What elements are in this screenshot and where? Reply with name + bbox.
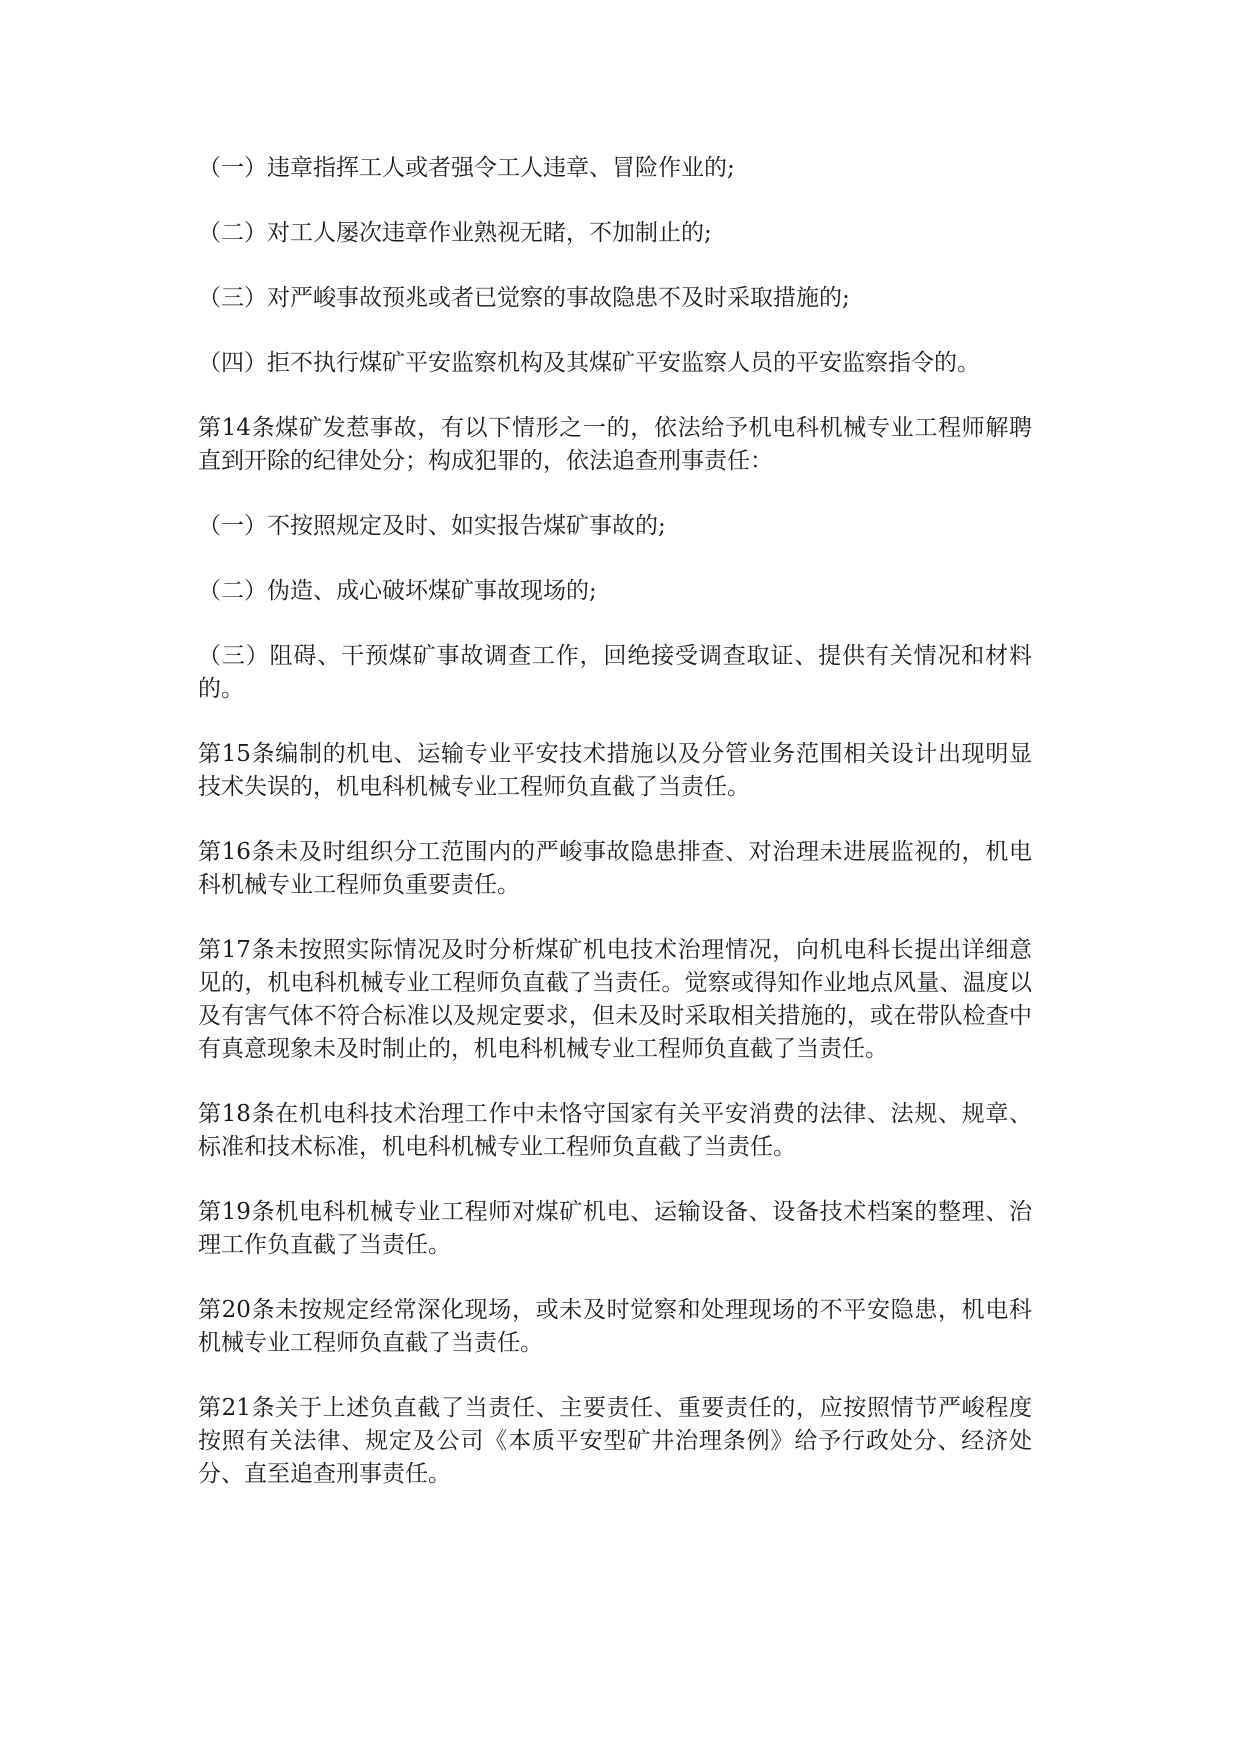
paragraph-article-17: 第17条未按照实际情况及时分析煤矿机电技术治理情况，向机电科长提出详细意见的，机电科机械专业工程师负直截了当责任。觉察或得知作业地点风量、温度以及有害气体不符合标准以及规定要求，但未及时采取相关措施的，或在带队检查中有真意现象未及时制止的，机电科机械专业工程师负直截了当责任。 [198, 937, 1032, 1062]
paragraph-article-21: 第21条关于上述负直截了当责任、主要责任、重要责任的，应按照情节严峻程度按照有关法律、规定及公司《本质平安型矿井治理条例》给予行政处分、经济处分、直至追查刑事责任。 [198, 1395, 1032, 1487]
paragraph-clause-4: （四）拒不执行煤矿平安监察机构及其煤矿平安监察人员的平安监察指令的。 [198, 350, 980, 376]
paragraph-article-20: 第20条未按规定经常深化现场，或未及时觉察和处理现场的不平安隐患，机电科机械专业工程师负直截了当责任。 [198, 1297, 1032, 1356]
paragraph-article-14: 第14条煤矿发惹事故，有以下情形之一的，依法给予机电科机械专业工程师解聘直到开除的纪律处分；构成犯罪的，依法追查刑事责任： [198, 415, 1032, 474]
paragraph-article-15: 第15条编制的机电、运输专业平安技术措施以及分管业务范围相关设计出现明显技术失误的，机电科机械专业工程师负直截了当责任。 [198, 741, 1032, 800]
paragraph-article-14-item-2: （二）伪造、成心破坏煤矿事故现场的; [198, 578, 597, 604]
paragraph-clause-2: （二）对工人屡次违章作业熟视无睹，不加制止的; [198, 220, 712, 246]
paragraph-article-14-item-1: （一）不按照规定及时、如实报告煤矿事故的; [198, 513, 666, 539]
paragraph-clause-1: （一）违章指挥工人或者强令工人违章、冒险作业的; [198, 155, 735, 181]
document-body [198, 152, 1032, 1523]
paragraph-article-19: 第19条机电科机械专业工程师对煤矿机电、运输设备、设备技术档案的整理、治理工作负直截了当责任。 [198, 1199, 1032, 1258]
paragraph-clause-3: （三）对严峻事故预兆或者已觉察的事故隐患不及时采取措施的; [198, 285, 850, 311]
paragraph-article-16: 第16条未及时组织分工范围内的严峻事故隐患排查、对治理未进展监视的，机电科机械专业工程师负重要责任。 [198, 839, 1032, 898]
paragraph-article-18: 第18条在机电科技术治理工作中未恪守国家有关平安消费的法律、法规、规章、标准和技术标准，机电科机械专业工程师负直截了当责任。 [198, 1101, 1032, 1160]
paragraph-article-14-item-3: （三）阻碍、干预煤矿事故调查工作，回绝接受调查取证、提供有关情况和材料的。 [198, 643, 1032, 702]
